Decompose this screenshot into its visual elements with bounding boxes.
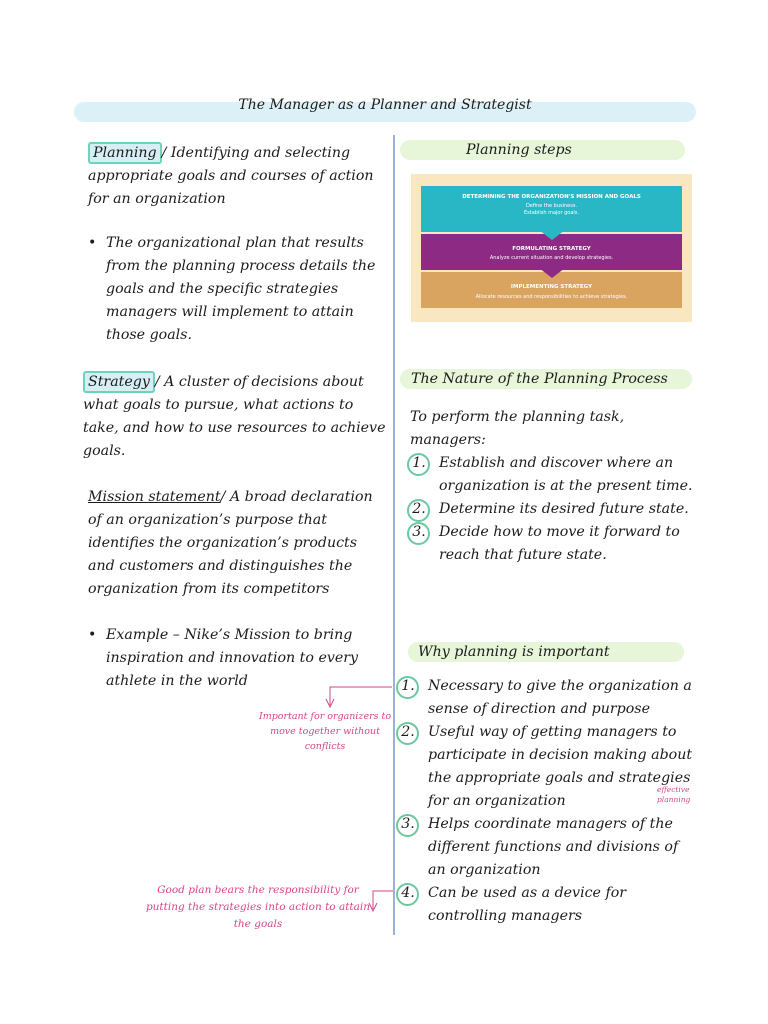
handwritten-note-effective: effective planning [657, 785, 691, 804]
nature-item-text: Establish and discover where an organization is at the present time. [439, 455, 693, 494]
nature-item-num: 3. [412, 524, 426, 540]
nature-item-text: Determine its desired future state. [439, 501, 689, 517]
why-item [398, 721, 694, 813]
why-item-text: Necessary to give the organization a sense of direction and purpose [428, 678, 692, 717]
diagram-band-mission [421, 186, 682, 232]
why-list [398, 675, 694, 928]
why-heading [408, 642, 684, 662]
strategy-definition-text: / A cluster of decisions about what goals to pursue, what actions to take, and how to use resources to achieve goals. [83, 374, 386, 459]
diagram-arrow-1 [539, 230, 565, 242]
nature-item-num: 1. [412, 455, 426, 471]
diagram-arrow-2 [539, 268, 565, 280]
mission-definition-text: / A broad declaration of an organization’s purpose that identifies the organization’s products and customers and distinguishes the organization from its competitors [88, 489, 373, 597]
strategy-term: Strategy [83, 371, 155, 393]
why-item-num: 1. [401, 678, 415, 694]
why-item-text: Can be used as a device for controlling managers [428, 885, 627, 924]
planning-definition-text: / Identifying and selecting appropriate goals and courses of action for an organization [88, 145, 374, 207]
diagram-band1-sub2: Establish major goals. [523, 210, 579, 216]
page-title: The Manager as a Planner and Strategist [238, 97, 532, 113]
nature-item [409, 521, 694, 567]
planning-bullets [88, 232, 388, 347]
strategy-definition [83, 371, 386, 463]
mission-bullet: • Example – Nike’s Mission to bring inspiration and innovation to every athlete in the world [88, 624, 384, 693]
nature-item [409, 498, 694, 521]
nature-intro: To perform the planning task, managers: [410, 409, 625, 448]
diagram-band3-sub: Allocate resources and responsibilities to achieve strategies. [475, 294, 628, 300]
why-item-num: 2. [401, 724, 415, 740]
mission-definition [88, 486, 388, 601]
planning-term: Planning [88, 142, 162, 164]
nature-item [409, 452, 694, 498]
nature-heading [400, 369, 692, 389]
nature-list [409, 452, 694, 567]
nature-item-num: 2. [412, 501, 426, 517]
planning-steps-diagram [411, 174, 692, 322]
diagram-band3-title: IMPLEMENTING STRATEGY [510, 284, 593, 290]
why-item-text: Useful way of getting managers to participate in decision making about the appropriate goals and strategies for an organization [428, 724, 693, 809]
diagram-band1-title: DETERMINING THE ORGANIZATION'S MISSION AND GOALS [462, 194, 641, 200]
why-item [398, 675, 694, 721]
diagram-band1-sub1: Define the business. [525, 203, 578, 209]
why-item-num: 3. [401, 816, 415, 832]
handwritten-note-2: Good plan bears the responsibility for putting the strategies into action to attain the goals [145, 884, 371, 930]
handwritten-note-1: Important for organizers to move together without conflicts [258, 711, 392, 752]
planning-steps-heading [400, 140, 685, 160]
why-item [398, 882, 694, 928]
diagram-band2-sub: Analyze current situation and develop strategies. [489, 255, 614, 261]
planning-definition [88, 142, 388, 211]
diagram-band2-title: FORMULATING STRATEGY [512, 246, 591, 252]
why-item-num: 4. [401, 885, 415, 901]
nature-heading-text: The Nature of the Planning Process [411, 371, 668, 387]
column-divider [393, 135, 395, 935]
planning-bullet: • The organizational plan that results from the planning process details the goals and the specific strategies managers will implement to attain those goals. [88, 232, 388, 347]
why-item [398, 813, 694, 882]
why-item-text: Helps coordinate managers of the different functions and divisions of an organization [428, 816, 679, 878]
why-heading-text: Why planning is important [418, 644, 610, 660]
planning-steps-heading-text: Planning steps [466, 142, 572, 158]
nature-item-text: Decide how to move it forward to reach that future state. [439, 524, 680, 563]
mission-term: Mission statement [88, 489, 221, 505]
